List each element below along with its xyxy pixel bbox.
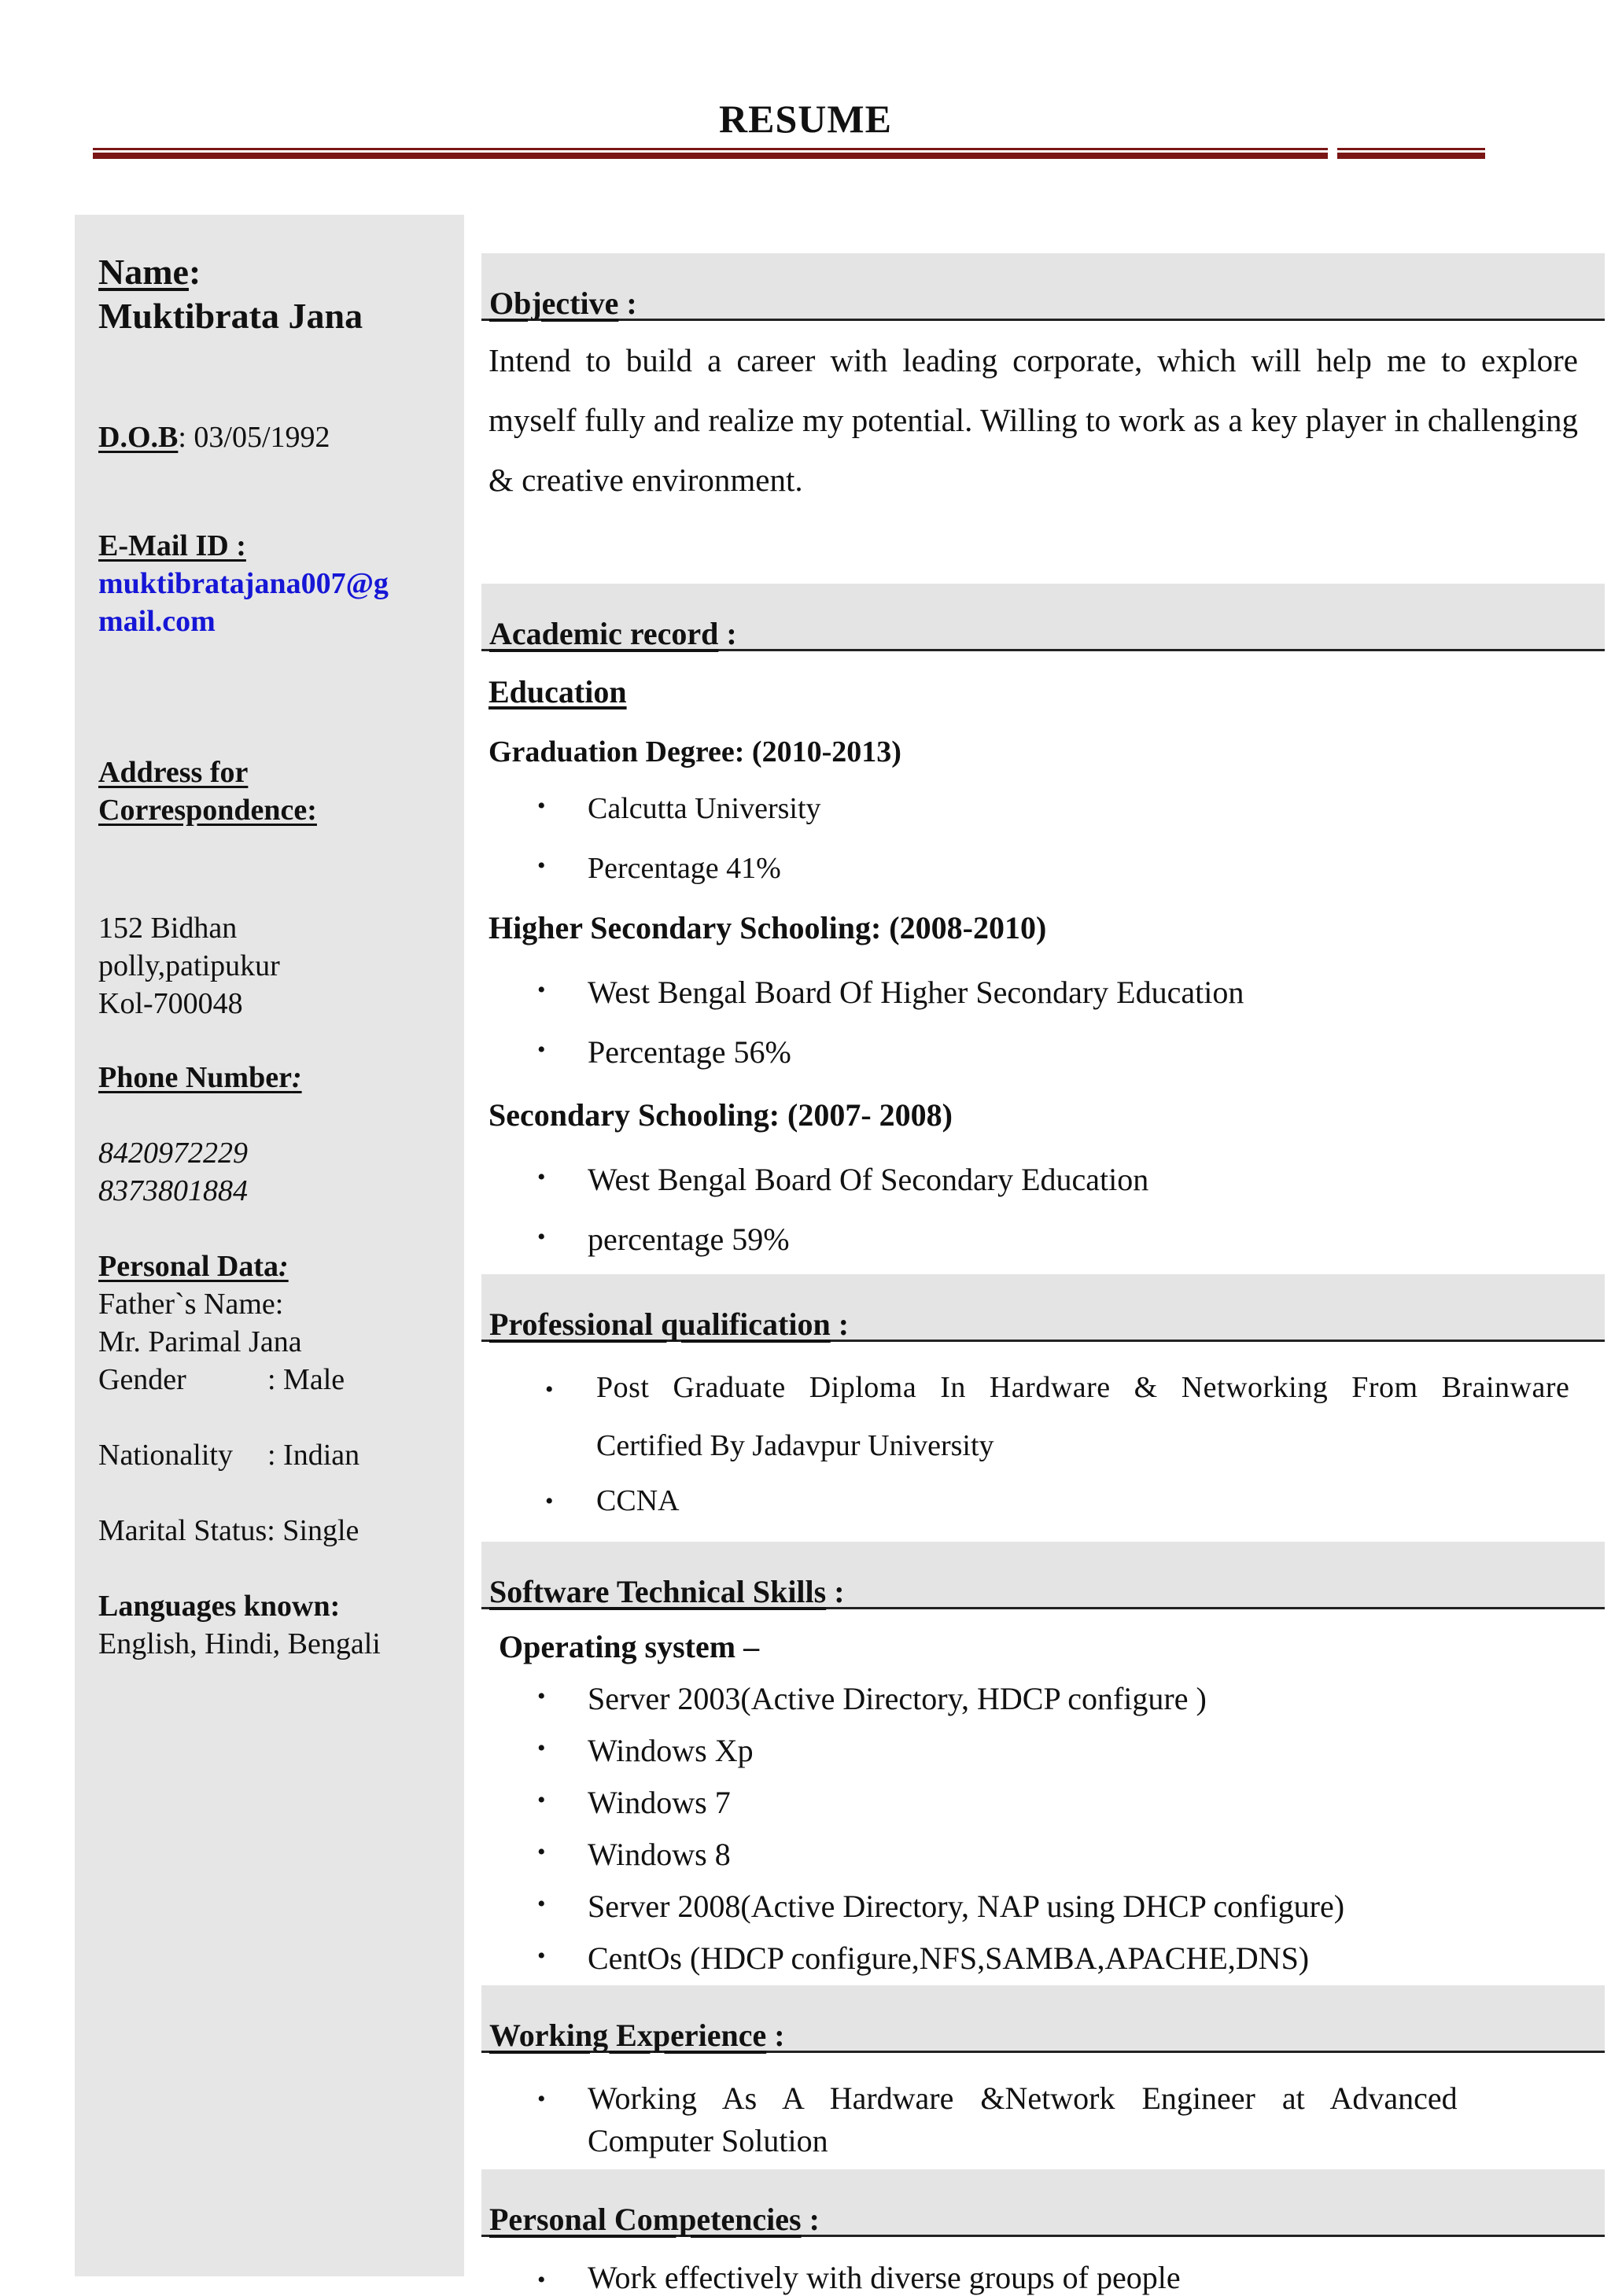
professional-item-2: CCNA: [596, 1484, 680, 1517]
bullet: •: [545, 1488, 554, 1514]
bullet: •: [545, 1376, 554, 1402]
address-line-2: polly,patipukur: [98, 949, 280, 982]
address-line-1: 152 Bidhan: [98, 912, 238, 945]
experience-line-2: Computer Solution: [588, 2123, 828, 2158]
languages-label: Languages known:: [98, 1590, 341, 1623]
father-label: Father`s Name:: [98, 1288, 284, 1321]
page-title: RESUME: [719, 97, 892, 141]
section-academic: Academic record :: [481, 584, 1605, 651]
dob-row: D.O.B: 03/05/1992: [98, 421, 330, 454]
objective-text: Intend to build a career with leading corporate, which will help me to explore myself fully and realize my potential. Willing to work as a key player in challenging & creative environment.: [488, 342, 1578, 498]
phone-1: 8420972229: [98, 1137, 248, 1170]
bullet: •: [537, 1839, 546, 1865]
section-objective: Objective :: [481, 253, 1605, 321]
bullet: •: [537, 1164, 546, 1190]
gender-row: Gender : Male: [98, 1363, 345, 1396]
email-line-1[interactable]: muktibratajana007@g: [98, 567, 389, 600]
secondary-heading: Secondary Schooling: (2007- 2008): [488, 1097, 953, 1133]
experience-line-1: Working As A Hardware &Network Engineer at Advanced: [588, 2080, 1458, 2116]
phone-label: Phone Number:: [98, 1061, 302, 1094]
title-rule-thin: [93, 148, 1485, 150]
section-software: Software Technical Skills :: [481, 1542, 1605, 1609]
software-item-3: Windows 7: [588, 1785, 731, 1820]
higher-secondary-heading: Higher Secondary Schooling: (2008-2010): [488, 910, 1047, 945]
address-label-2: Correspondence:: [98, 794, 317, 827]
sidebar-panel: [75, 215, 464, 2276]
bullet: •: [537, 1943, 546, 1969]
name-label: Name:: [98, 252, 201, 292]
higher-secondary-item-1: West Bengal Board Of Higher Secondary Education: [588, 975, 1244, 1010]
professional-item-1-line-2: Certified By Jadavpur University: [596, 1429, 994, 1462]
education-label: Education: [488, 674, 627, 709]
bullet: •: [537, 977, 546, 1003]
graduation-heading: Graduation Degree: (2010-2013): [488, 735, 901, 768]
nationality-row: Nationality : Indian: [98, 1439, 360, 1472]
bullet: •: [537, 2086, 546, 2112]
address-line-3: Kol-700048: [98, 987, 243, 1020]
bullet: •: [537, 2267, 546, 2293]
software-item-6: CentOs (HDCP configure,NFS,SAMBA,APACHE,DNS): [588, 1940, 1310, 1976]
software-item-1: Server 2003(Active Directory, HDCP configure ): [588, 1681, 1207, 1716]
secondary-item-1: West Bengal Board Of Secondary Education: [588, 1162, 1149, 1197]
software-item-5: Server 2008(Active Directory, NAP using DHCP configure): [588, 1889, 1345, 1924]
software-item-2: Windows Xp: [588, 1733, 754, 1768]
bullet: •: [537, 793, 546, 819]
bullet: •: [537, 1891, 546, 1917]
personal-data-label: Personal Data:: [98, 1250, 289, 1283]
email-line-2[interactable]: mail.com: [98, 605, 216, 638]
name-value: Muktibrata Jana: [98, 296, 363, 336]
higher-secondary-item-2: Percentage 56%: [588, 1034, 791, 1070]
languages-value: English, Hindi, Bengali: [98, 1627, 381, 1660]
os-label: Operating system –: [499, 1629, 760, 1664]
secondary-item-2: percentage 59%: [588, 1222, 790, 1257]
software-item-4: Windows 8: [588, 1837, 731, 1872]
title-rule-gap: [1328, 148, 1337, 159]
bullet: •: [537, 1787, 546, 1813]
phone-2: 8373801884: [98, 1174, 248, 1207]
section-professional: Professional qualification :: [481, 1274, 1605, 1342]
bullet: •: [537, 1224, 546, 1250]
graduation-item-1: Calcutta University: [588, 792, 821, 825]
bullet: •: [537, 1735, 546, 1761]
bullet: •: [537, 1037, 546, 1063]
bullet: •: [537, 1683, 546, 1709]
section-experience: Working Experience :: [481, 1985, 1605, 2053]
marital-status: Marital Status: Single: [98, 1514, 359, 1547]
bullet: •: [537, 853, 546, 879]
title-rule-thick: [93, 153, 1485, 159]
father-value: Mr. Parimal Jana: [98, 1325, 302, 1358]
professional-item-1-line-1: Post Graduate Diploma In Hardware & Networking From Brainware: [596, 1371, 1570, 1404]
graduation-item-2: Percentage 41%: [588, 852, 781, 885]
competency-item-1: Work effectively with diverse groups of people: [588, 2260, 1181, 2295]
address-label-1: Address for: [98, 756, 249, 789]
email-label: E-Mail ID :: [98, 529, 246, 562]
section-competencies: Personal Competencies :: [481, 2169, 1605, 2237]
